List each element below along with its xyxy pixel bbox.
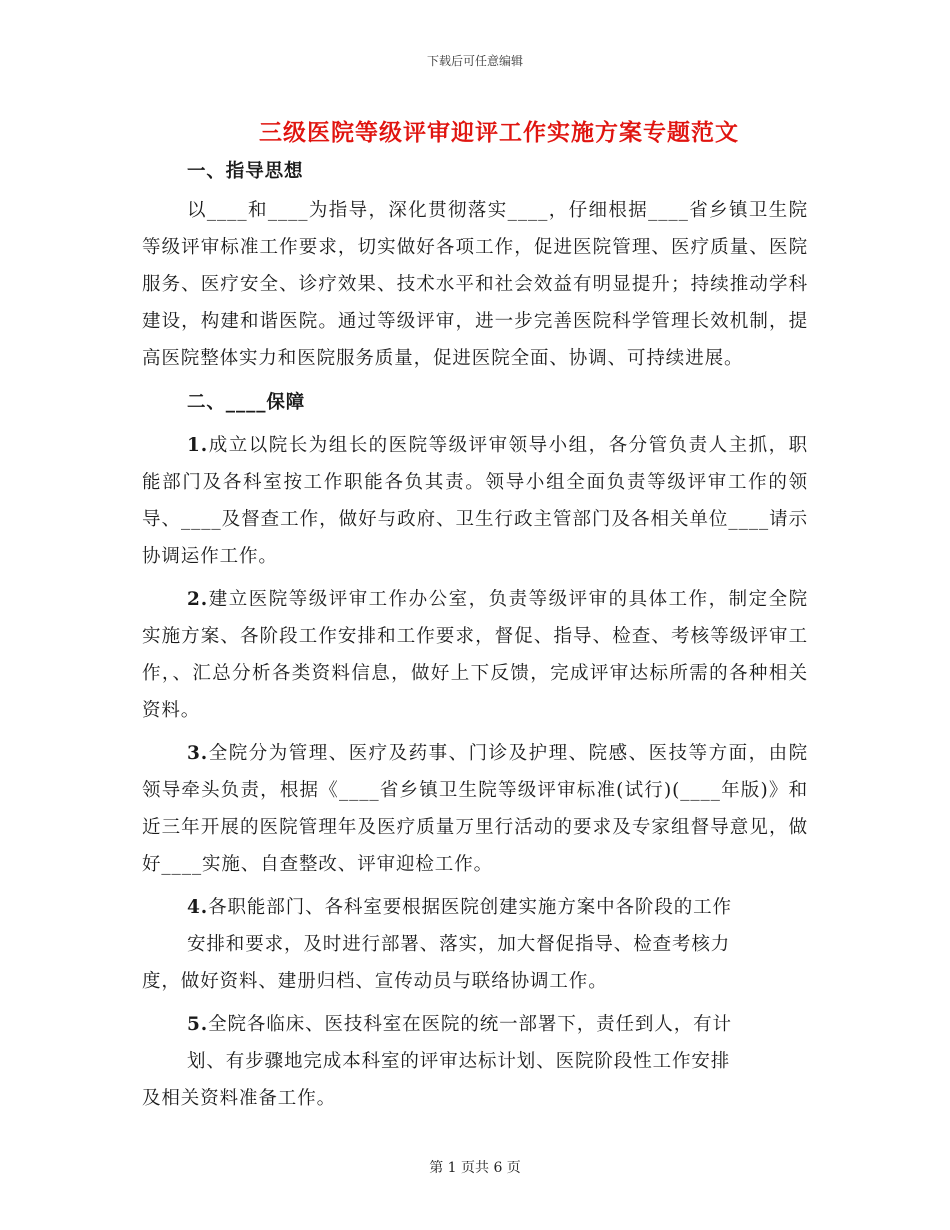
item-text: 全院分为管理、医疗及药事、门诊及护理、院感、医技等方面，由院领导牵头负责，根据《____省乡镇卫生院等级评审标准(试行)(____年版)》和近三年开展的医院管理年及医疗质量万里行活动的要求及专家组督导意见，做好____实施、自查整改、评审迎检工作。 (142, 743, 808, 875)
item-text: 成立以院长为组长的医院等级评审领导小组，各分管负责人主抓，职能部门及各科室按工作职能各负其责。领导小组全面负责等级评审工作的领导、____及督查工作，做好与政府、卫生行政主管部门及各相关单位____请示协调运作工作。 (142, 435, 808, 567)
list-item-1 (142, 427, 808, 575)
header-note: 下载后可任意编辑 (426, 54, 523, 68)
item-number: 3. (187, 743, 209, 764)
item-text-continued: 划、有步骤地完成本科室的评审达标计划、医院阶段性工作安排 (187, 1051, 731, 1072)
list-item-5 (142, 1006, 808, 1117)
item-text-continued: 及相关资料准备工作。 (142, 1088, 337, 1109)
document-title: 三级医院等级评审迎评工作实施方案专题范文 (259, 119, 739, 146)
list-item-3 (142, 735, 808, 883)
item-text-continued: 度，做好资料、建册归档、宣传动员与联络协调工作。 (142, 971, 608, 992)
item-number: 4. (187, 897, 209, 918)
item-text: 建立医院等级评审工作办公室，负责等级评审的具体工作，制定全院实施方案、各阶段工作安排和工作要求，督促、指导、检查、考核等级评审工作，、汇总分析各类资料信息，做好上下反馈，完成评审达标所需的各种相关资料。 (142, 589, 808, 721)
item-number: 5. (187, 1014, 209, 1035)
section1-paragraph: 以____和____为指导，深化贯彻落实____，仔细根据____省乡镇卫生院等级评审标准工作要求，切实做好各项工作，促进医院管理、医疗质量、医院服务、医疗安全、诊疗效果、技术水平和社会效益有明显提升；持续推动学科建设，构建和谐医院。通过等级评审，进一步完善医院科学管理长效机制，提高医院整体实力和医院服务质量，促进医院全面、协调、可持续进展。 (142, 200, 808, 369)
list-item-2 (142, 581, 808, 729)
item-text: 全院各临床、医技科室在医院的统一部署下，责任到人，有计 (208, 1014, 732, 1035)
section2-heading: 二、____保障 (187, 392, 306, 413)
item-text-continued: 安排和要求，及时进行部署、落实，加大督促指导、检查考核力 (187, 934, 731, 955)
item-number: 2. (187, 589, 209, 610)
document-body (142, 153, 808, 1117)
list-item-4 (142, 889, 808, 1000)
section1-heading: 一、指导思想 (187, 161, 304, 182)
item-text: 各职能部门、各科室要根据医院创建实施方案中各阶段的工作 (208, 897, 732, 918)
page-footer: 第 1 页共 6 页 (429, 1160, 521, 1176)
item-number: 1. (187, 435, 209, 456)
